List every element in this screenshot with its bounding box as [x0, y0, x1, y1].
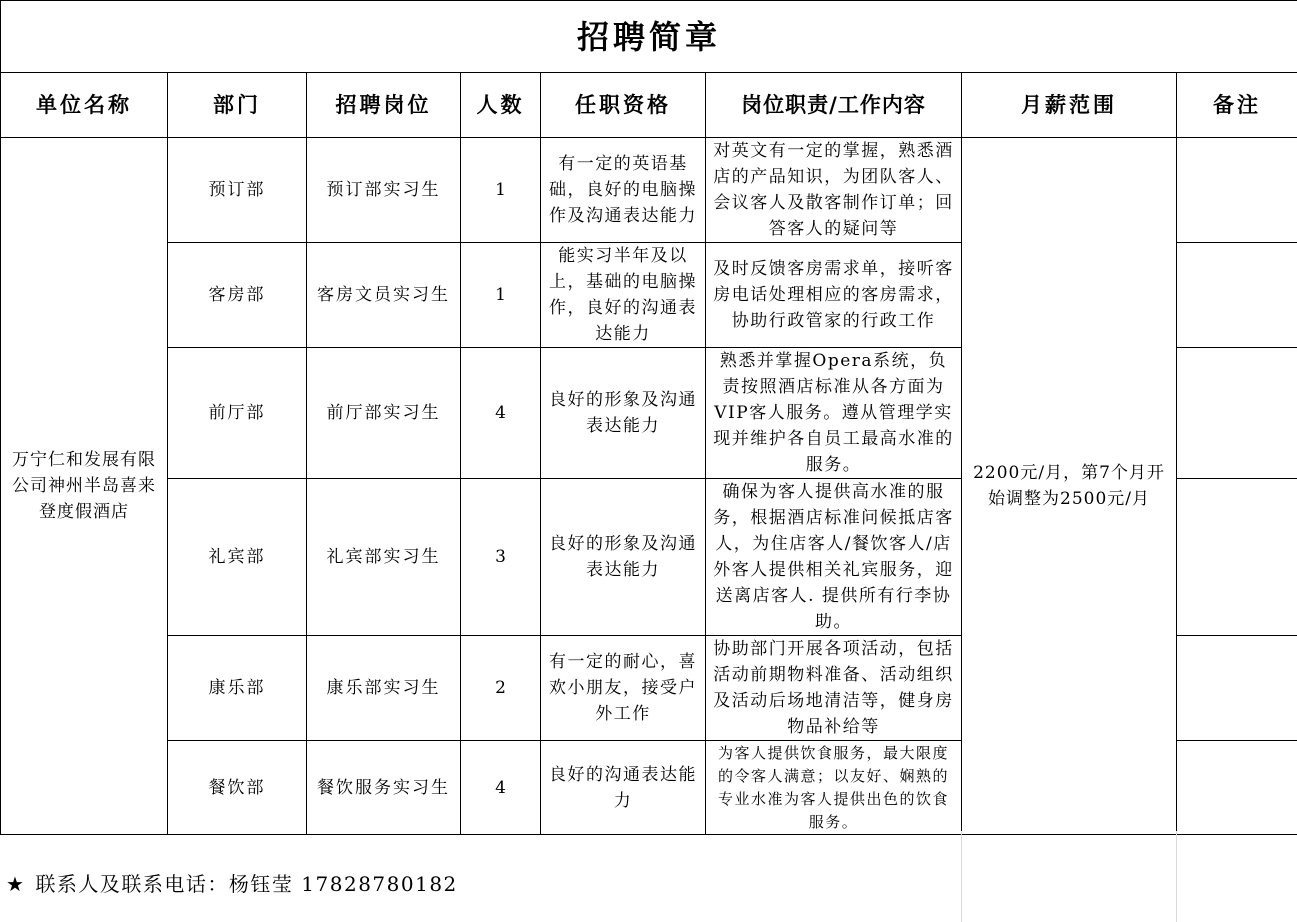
company-name: 万宁仁和发展有限公司神州半岛喜来登度假酒店 — [1, 138, 168, 835]
position-cell: 餐饮服务实习生 — [307, 741, 461, 835]
dept-cell: 礼宾部 — [168, 479, 307, 636]
table-row — [1, 138, 1297, 243]
note-cell — [1177, 243, 1297, 348]
position-cell: 康乐部实习生 — [307, 636, 461, 741]
duty-cell: 确保为客人提供高水准的服务，根据酒店标准问候抵店客人，为住店客人/餐饮客人/店外客人提供相关礼宾服务，迎送离店客人. 提供所有行李协助。 — [706, 479, 962, 636]
qualification-cell: 良好的沟通表达能力 — [541, 741, 706, 835]
position-cell: 礼宾部实习生 — [307, 479, 461, 636]
contact-line — [6, 868, 458, 897]
header-qualification: 任职资格 — [541, 73, 706, 138]
duty-cell: 对英文有一定的掌握，熟悉酒店的产品知识，为团队客人、会议客人及散客制作订单；回答客人的疑问等 — [706, 138, 962, 243]
note-cell — [1177, 741, 1297, 835]
count-cell: 4 — [461, 348, 541, 479]
dept-cell: 客房部 — [168, 243, 307, 348]
note-cell — [1177, 636, 1297, 741]
qualification-cell: 有一定的英语基础，良好的电脑操作及沟通表达能力 — [541, 138, 706, 243]
note-cell — [1177, 348, 1297, 479]
dept-cell: 康乐部 — [168, 636, 307, 741]
header-salary: 月薪范围 — [962, 73, 1177, 138]
count-cell: 4 — [461, 741, 541, 835]
header-duty: 岗位职责/工作内容 — [706, 73, 962, 138]
qualification-cell: 良好的形象及沟通表达能力 — [541, 479, 706, 636]
qualification-cell: 能实习半年及以上，基础的电脑操作，良好的沟通表达能力 — [541, 243, 706, 348]
note-cell — [1177, 479, 1297, 636]
contact-text: 联系人及联系电话：杨钰莹 17828780182 — [35, 872, 458, 896]
page-title: 招聘简章 — [1, 1, 1297, 73]
position-cell: 预订部实习生 — [307, 138, 461, 243]
qualification-cell: 良好的形象及沟通表达能力 — [541, 348, 706, 479]
star-icon: ★ — [6, 872, 26, 896]
count-cell: 1 — [461, 243, 541, 348]
note-cell — [1177, 138, 1297, 243]
footer — [0, 831, 1297, 922]
dept-cell: 预订部 — [168, 138, 307, 243]
grid-divider — [961, 831, 962, 922]
grid-divider — [1176, 831, 1177, 922]
dept-cell: 前厅部 — [168, 348, 307, 479]
duty-cell: 协助部门开展各项活动，包括活动前期物料准备、活动组织及活动后场地清洁等，健身房物品补给等 — [706, 636, 962, 741]
count-cell: 3 — [461, 479, 541, 636]
duty-cell: 及时反馈客房需求单，接听客房电话处理相应的客房需求，协助行政管家的行政工作 — [706, 243, 962, 348]
header-row — [1, 73, 1297, 138]
count-cell: 1 — [461, 138, 541, 243]
qualification-cell: 有一定的耐心，喜欢小朋友，接受户外工作 — [541, 636, 706, 741]
duty-cell: 为客人提供饮食服务，最大限度的令客人满意；以友好、娴熟的专业水准为客人提供出色的饮食服务。 — [706, 741, 962, 835]
header-company: 单位名称 — [1, 73, 168, 138]
dept-cell: 餐饮部 — [168, 741, 307, 835]
header-department: 部门 — [168, 73, 307, 138]
salary-cell: 2200元/月，第7个月开始调整为2500元/月 — [962, 138, 1177, 835]
header-position: 招聘岗位 — [307, 73, 461, 138]
count-cell: 2 — [461, 636, 541, 741]
position-cell: 客房文员实习生 — [307, 243, 461, 348]
header-note: 备注 — [1177, 73, 1297, 138]
position-cell: 前厅部实习生 — [307, 348, 461, 479]
duty-cell: 熟悉并掌握Opera系统，负责按照酒店标准从各方面为VIP客人服务。遵从管理学实现并维护各自员工最高水准的服务。 — [706, 348, 962, 479]
header-count: 人数 — [461, 73, 541, 138]
